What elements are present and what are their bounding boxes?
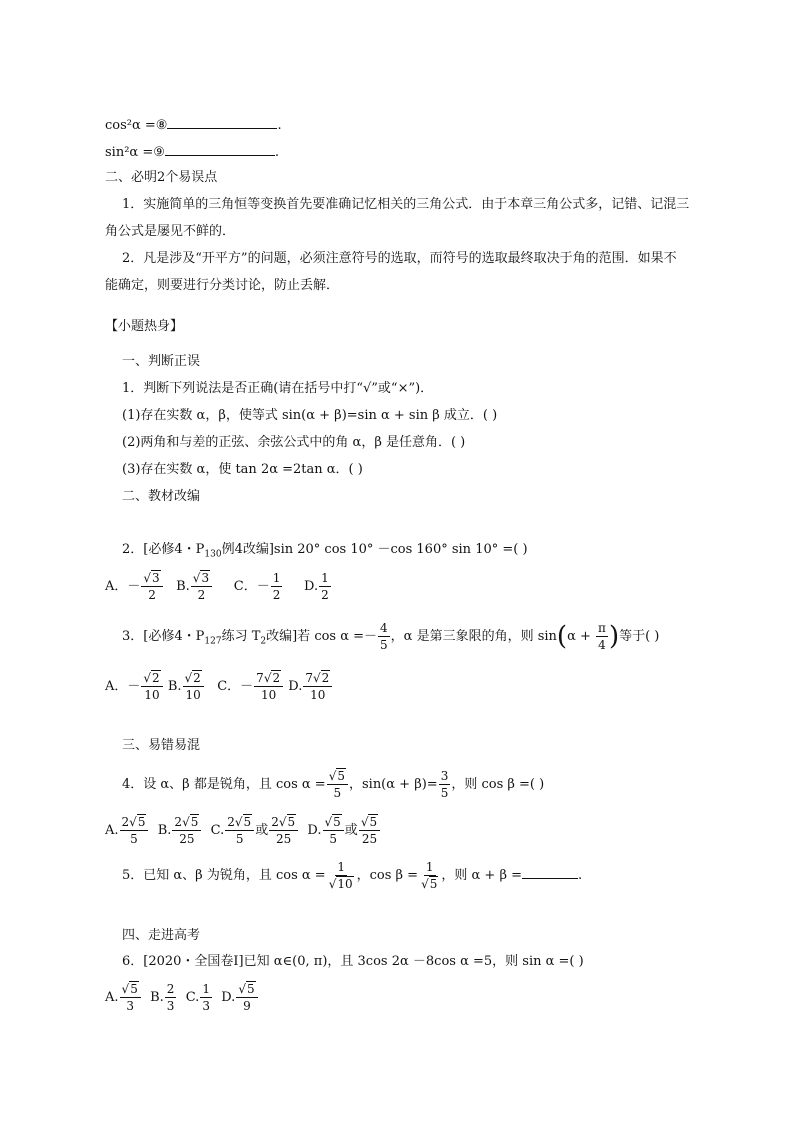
pitfall-1-line2: 角公式是屡见不鲜的． (105, 224, 236, 239)
fraction: $\frac{√3}{2}$ (191, 572, 212, 601)
pitfall-1-line1: 1．实施简单的三角恒等变换首先要准确记忆相关的三角公式．由于本章三角公式多，记错、记混三 (122, 197, 690, 212)
fraction: $\frac{2√5}{25}$ (269, 816, 298, 845)
option-b: B. (157, 823, 172, 838)
question-6-options (105, 983, 259, 1012)
option-b: B. (150, 990, 164, 1005)
cos2-label: cos²α =⑧ (105, 118, 168, 133)
question-3-options (105, 672, 333, 701)
option-a: A. (105, 990, 119, 1005)
part3-heading: 三、易错易混 (122, 738, 201, 753)
question-6: 6．[2020・全国卷Ⅰ]已知 α∈(0, π)，且 3cos 2α －8cos α =5，则 sin α =( ) (122, 954, 584, 969)
question-3: 3．[必修4・$P_{127}$练习 $T_2$改编]若 cos α =－ $\frac{4}{5}$ ，α 是第三象限的角，则 sin(α + $\frac{\pi}{4}$ )等于( ) (122, 621, 660, 652)
fraction: $\frac{1}{2}$ (272, 571, 281, 602)
question-1-3: (3)存在实数 α，使 tan 2α =2tan α．( ) (122, 462, 363, 477)
fraction: $\frac{\pi}{4}$ (598, 621, 606, 652)
pitfall-2-line1: 2．凡是涉及“开平方”的问题，必须注意符号的选取，而符号的选取最终取决于角的范围．如果不 (122, 251, 677, 266)
question-1-2: (2)两角和与差的正弦、余弦公式中的角 α，β 是任意角．( ) (122, 435, 466, 450)
question-2: 2．[必修4・$P_{130}$例4改编]sin 20° cos 10° －cos 160° sin 10° =( ) (122, 542, 528, 560)
option-a: A. (105, 823, 119, 838)
fraction: $\frac{2√5}{5}$ (120, 816, 149, 845)
question-5: 5．已知 α、β 为锐角，且 cos α = $\frac{1}{√10}$ ，cos β = $\frac{1}{√5}$ ，则 α + β = . (122, 860, 583, 891)
question-4: 4．设 α、β 都是锐角，且 cos α = $\frac{√5}{5}$ ，sin(α + β)= $\frac{3}{5}$ ，则 cos β =( ) (122, 769, 545, 800)
answer-blank-8[interactable] (167, 116, 277, 129)
fraction: $\frac{1}{3}$ (202, 982, 210, 1013)
pitfall-2-line2: 能确定，则要进行分类讨论，防止丢解． (105, 278, 340, 293)
fraction: $\frac{√3}{2}$ (141, 572, 162, 601)
fraction: $\frac{1}{2}$ (321, 571, 329, 602)
fraction: $\frac{7√2}{10}$ (254, 672, 283, 701)
fraction: $\frac{√2}{10}$ (183, 672, 204, 701)
option-b: B. (176, 579, 190, 594)
option-d: D. (307, 823, 322, 838)
fraction: $\frac{√2}{10}$ (141, 672, 162, 701)
cos2-formula-line: cos²α =⑧ . (105, 118, 282, 133)
option-a: A．－ (105, 579, 141, 594)
option-c: C. (185, 990, 200, 1005)
fraction: $\frac{√5}{3}$ (120, 983, 141, 1012)
sin2-formula-line: sin²α =⑨ . (105, 145, 280, 160)
fraction: $\frac{4}{5}$ (380, 621, 388, 652)
option-a: A．－ (105, 679, 141, 694)
answer-blank-5[interactable] (522, 866, 578, 879)
option-d: D. (304, 579, 319, 594)
option-d: D. (221, 990, 236, 1005)
part1-heading: 一、判断正误 (122, 354, 201, 369)
fraction: $\frac{1}{√10}$ (328, 860, 353, 891)
option-b: B. (167, 679, 182, 694)
fraction: $\frac{2√5}{25}$ (172, 816, 201, 845)
fraction: $\frac{√5}{9}$ (236, 983, 257, 1012)
fraction: $\frac{√5}{5}$ (327, 770, 348, 799)
answer-blank-9[interactable] (165, 143, 275, 156)
question-1: 1．判断下列说法是否正确(请在括号中打“√”或“×”)． (122, 381, 434, 396)
fraction: $\frac{2}{3}$ (166, 982, 175, 1013)
warmup-title: 【小题热身】 (105, 319, 184, 334)
fraction: $\frac{1}{√5}$ (421, 860, 438, 891)
fraction: $\frac{√5}{5}$ (323, 816, 344, 845)
sin2-label: sin²α =⑨ (105, 145, 165, 160)
fraction: $\frac{3}{5}$ (440, 769, 449, 800)
option-c: C．－ (217, 679, 254, 694)
question-1-1: (1)存在实数 α，β，使等式 sin(α + β)=sin α + sin β 成立．( ) (122, 408, 498, 423)
option-c: C．－ (233, 579, 270, 594)
fraction: $\frac{7√2}{10}$ (303, 672, 332, 701)
option-d: D. (288, 679, 303, 694)
fraction: $\frac{2√5}{5}$ (225, 816, 254, 845)
question-4-options: A. $\frac{2√5}{5}$ B. $\frac{2√5}{25}$ C. $\frac{2√5}{5}$ 或 $\frac{2√5}{25}$ D. $\frac{√5}{5}$ 或 $\frac{√5}{25}$ (105, 816, 381, 845)
fraction: $\frac{√5}{25}$ (359, 816, 380, 845)
part2-heading: 二、教材改编 (122, 489, 201, 504)
option-c: C. (210, 823, 225, 838)
question-2-options (105, 572, 332, 601)
section-heading-pitfalls: 二、必明2个易误点 (105, 170, 218, 185)
part4-heading: 四、走进高考 (122, 928, 201, 943)
